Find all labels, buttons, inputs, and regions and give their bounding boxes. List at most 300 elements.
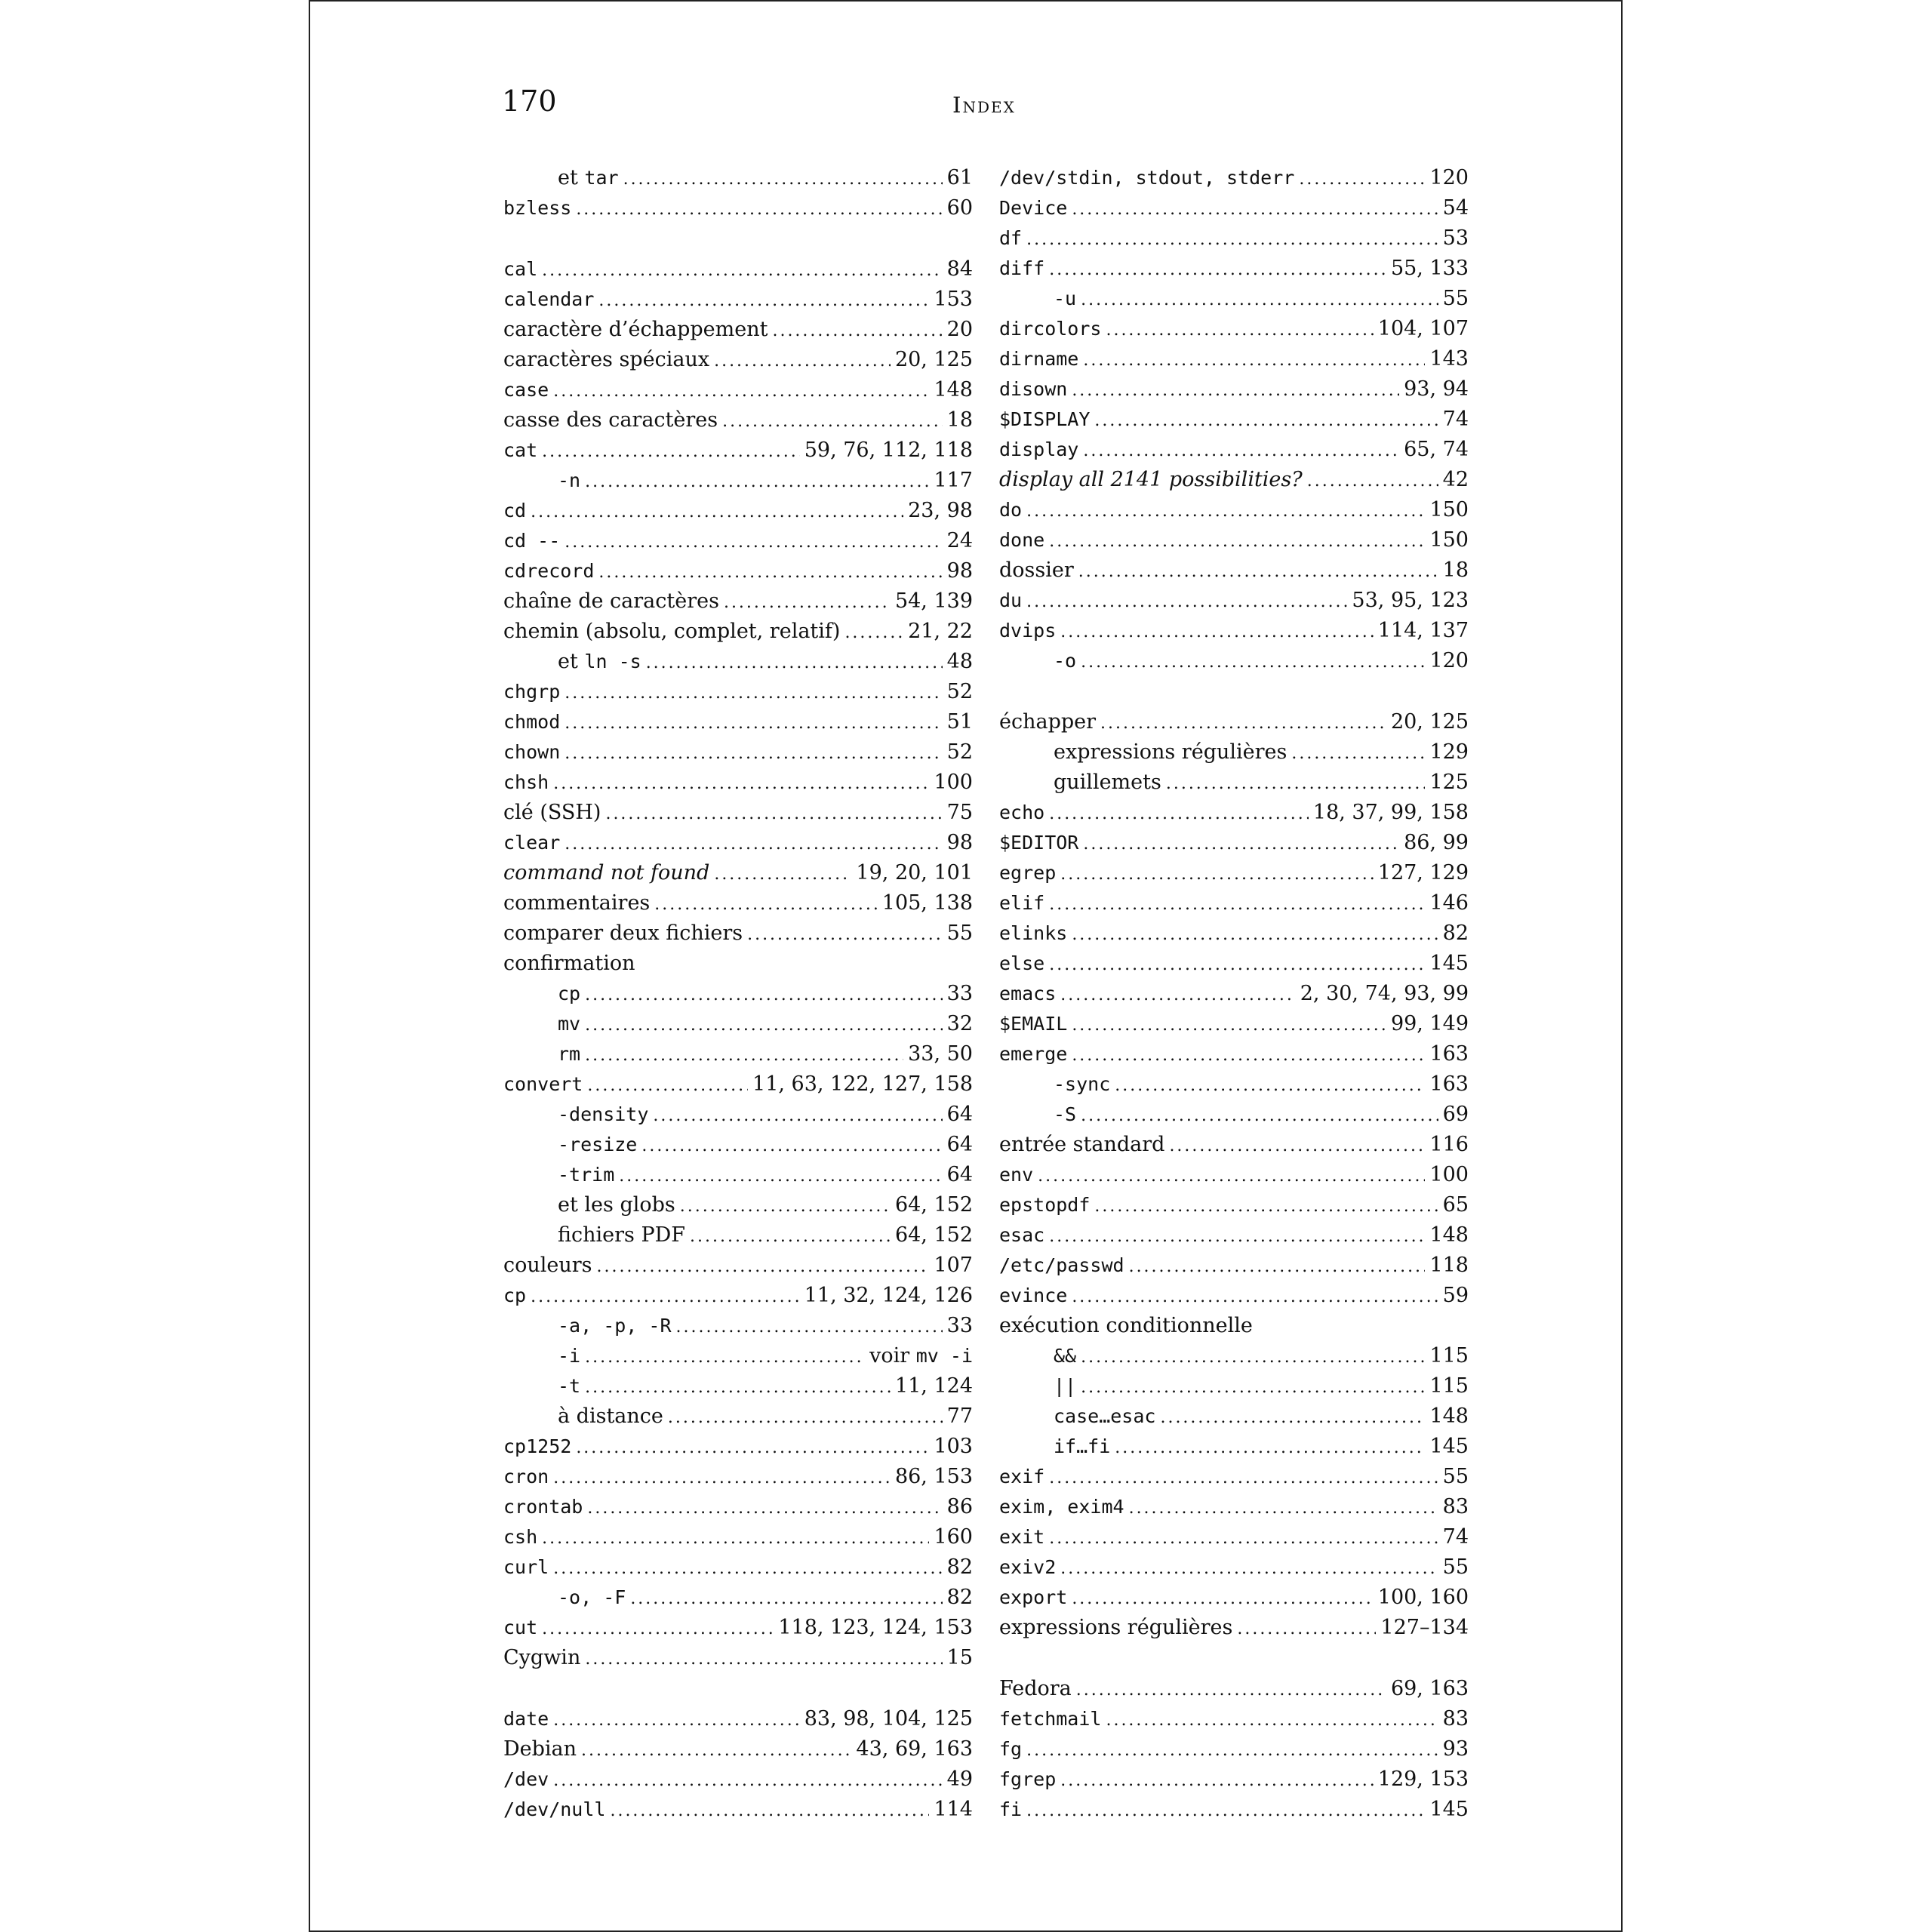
- index-entry: [999, 314, 1469, 344]
- dot-leader: [1072, 1041, 1425, 1071]
- term-text: caractère d’échappement: [503, 318, 768, 341]
- term-code: -S: [1054, 1103, 1077, 1125]
- page-refs: 100: [934, 771, 973, 794]
- index-term: [503, 285, 594, 315]
- dot-leader: [542, 1524, 929, 1554]
- term-code: -o: [1054, 650, 1077, 672]
- page-refs: 117: [934, 469, 973, 492]
- index-entry: [999, 344, 1469, 374]
- index-term: [503, 1462, 549, 1492]
- index-term: [558, 1009, 580, 1039]
- index-entry: [999, 1311, 1469, 1341]
- index-entry: [999, 435, 1469, 465]
- dot-leader: [724, 588, 891, 618]
- index-term: [503, 1613, 537, 1643]
- page-refs: 33: [946, 1314, 973, 1337]
- dot-leader: [1129, 1252, 1426, 1282]
- page-refs: 55: [1442, 1555, 1469, 1579]
- term-text: Fedora: [999, 1677, 1072, 1700]
- index-entry: [999, 555, 1469, 586]
- dot-leader: [1081, 1343, 1425, 1373]
- term-code: -resize: [558, 1134, 638, 1155]
- index-entry: [999, 616, 1469, 646]
- index-entry: [999, 798, 1469, 828]
- index-entry: [503, 496, 973, 526]
- index-term: [999, 525, 1044, 555]
- dot-leader: [1115, 1071, 1425, 1101]
- page-refs: 55: [946, 921, 973, 945]
- term-code: cron: [503, 1466, 549, 1487]
- page-refs: 86, 153: [894, 1465, 973, 1488]
- index-term: [999, 435, 1078, 465]
- dot-leader: [553, 1766, 942, 1796]
- index-term: [558, 466, 580, 496]
- index-term: [999, 193, 1067, 223]
- page-refs: 107: [934, 1254, 973, 1277]
- term-code: evince: [999, 1284, 1068, 1306]
- index-subentry: [503, 1190, 973, 1220]
- index-column-left: [503, 163, 973, 1825]
- dot-leader: [772, 316, 942, 346]
- term-code: -o, -F: [558, 1586, 626, 1608]
- term-text: exécution conditionnelle: [999, 1314, 1253, 1337]
- dot-leader: [654, 890, 877, 920]
- index-term: [558, 1039, 580, 1069]
- term-text: comparer deux fichiers: [503, 921, 743, 945]
- page-refs: 82: [1442, 921, 1469, 945]
- index-term: [503, 677, 560, 707]
- index-term: [558, 979, 580, 1009]
- page-refs: 99, 149: [1390, 1012, 1469, 1035]
- term-code: diff: [999, 257, 1045, 279]
- index-term: [999, 1674, 1072, 1704]
- index-term: [999, 1613, 1232, 1643]
- index-entry: [999, 405, 1469, 435]
- term-code: exif: [999, 1466, 1045, 1487]
- index-subentry: [503, 1130, 973, 1160]
- page-refs: 33: [946, 982, 973, 1005]
- term-code: display: [999, 438, 1079, 460]
- dot-leader: [1072, 1011, 1386, 1041]
- index-entry: [503, 1734, 973, 1764]
- dot-leader: [565, 709, 942, 739]
- index-term: [503, 798, 601, 828]
- term-code: egrep: [999, 862, 1057, 884]
- dot-leader: [1100, 709, 1386, 739]
- term-text: clé (SSH): [503, 801, 601, 824]
- index-term: [503, 1492, 583, 1522]
- term-code: date: [503, 1708, 549, 1730]
- index-entry: [999, 1281, 1469, 1311]
- index-term: [503, 435, 537, 466]
- index-entry: [503, 1492, 973, 1522]
- page-refs: 83, 98, 104, 125: [804, 1707, 973, 1730]
- index-entry: [503, 888, 973, 918]
- dot-leader: [1083, 436, 1399, 466]
- page-refs: 55, 133: [1390, 257, 1469, 280]
- index-subentry: [999, 1371, 1469, 1401]
- term-code: ||: [1054, 1375, 1077, 1397]
- index-entry: [999, 1492, 1469, 1522]
- page-refs: 104, 107: [1377, 317, 1469, 340]
- term-code: $DISPLAY: [999, 408, 1091, 430]
- term-code: do: [999, 499, 1023, 521]
- page-refs: 24: [946, 529, 973, 552]
- term-code: dvips: [999, 620, 1057, 641]
- index-spacer: [999, 1643, 1469, 1674]
- index-entry: [999, 1613, 1469, 1643]
- page-refs: 163: [1429, 1042, 1469, 1066]
- index-entry: [999, 223, 1469, 254]
- index-entry: [999, 193, 1469, 223]
- term-code: export: [999, 1586, 1068, 1608]
- index-entry: [999, 1251, 1469, 1281]
- dot-leader: [1072, 920, 1438, 950]
- term-code: cd --: [503, 530, 561, 552]
- index-entry: [503, 1281, 973, 1311]
- term-code: &&: [1054, 1345, 1077, 1367]
- page-refs: 114: [934, 1798, 973, 1821]
- dot-leader: [1106, 1706, 1438, 1736]
- page-refs: 145: [1429, 1435, 1469, 1458]
- index-subentry: [999, 768, 1469, 798]
- term-code: -a, -p, -R: [558, 1315, 672, 1337]
- page-refs: 2, 30, 74, 93, 99: [1300, 982, 1469, 1005]
- term-text: dossier: [999, 558, 1074, 582]
- index-term: [999, 1130, 1164, 1160]
- index-entry: [503, 828, 973, 858]
- dot-leader: [1049, 255, 1386, 285]
- index-entry: [999, 1462, 1469, 1492]
- page-refs: 64, 152: [894, 1193, 973, 1217]
- index-entry: [999, 1160, 1469, 1190]
- index-term: [999, 1704, 1101, 1734]
- index-entry: [503, 193, 973, 223]
- page-refs: 150: [1429, 528, 1469, 552]
- term-text: couleurs: [503, 1254, 592, 1277]
- page-refs: 55: [1442, 1465, 1469, 1488]
- page-refs: 61: [946, 166, 973, 189]
- page-refs: 74: [1442, 1525, 1469, 1549]
- page-refs: 160: [934, 1525, 973, 1549]
- index-term: [999, 1009, 1067, 1039]
- dot-leader: [1081, 1101, 1438, 1131]
- index-term: [999, 1552, 1056, 1583]
- index-term: [1054, 768, 1161, 798]
- dot-leader: [1049, 527, 1425, 557]
- index-term: [503, 1251, 592, 1281]
- page-refs: 19, 20, 101: [856, 861, 973, 884]
- index-term: [999, 495, 1022, 525]
- dot-leader: [585, 1644, 942, 1675]
- term-code: -u: [1054, 288, 1077, 309]
- dot-leader: [844, 618, 903, 648]
- index-entry: [999, 495, 1469, 525]
- index-term: [999, 798, 1044, 828]
- page-refs: 146: [1429, 891, 1469, 915]
- dot-leader: [1026, 225, 1438, 255]
- index-entry: [503, 1251, 973, 1281]
- term-text: Debian: [503, 1737, 577, 1761]
- term-code: case: [503, 379, 549, 401]
- index-entry: [503, 1764, 973, 1795]
- index-term: [503, 1734, 577, 1764]
- term-code: /dev/stdin, stdout, stderr: [999, 167, 1295, 189]
- index-entry: [503, 405, 973, 435]
- index-spacer: [503, 1673, 973, 1704]
- index-entry: [999, 828, 1469, 858]
- see-also-code: mv -i: [915, 1345, 973, 1367]
- term-text: caractères spéciaux: [503, 348, 710, 371]
- page-refs: 148: [1429, 1223, 1469, 1247]
- dot-leader: [1083, 346, 1425, 376]
- page-refs: 77: [946, 1404, 973, 1428]
- index-entry: [503, 1432, 973, 1462]
- dot-leader: [623, 165, 943, 195]
- term-code: mv: [558, 1013, 581, 1035]
- index-term: [1054, 1371, 1076, 1401]
- term-code: cp: [503, 1284, 527, 1306]
- term-code: if…fi: [1054, 1435, 1111, 1457]
- term-code: csh: [503, 1526, 538, 1548]
- page-refs: 11, 63, 122, 127, 158: [752, 1072, 973, 1096]
- dot-leader: [553, 1706, 800, 1736]
- page-refs: 93: [1442, 1737, 1469, 1761]
- dot-leader: [542, 256, 942, 286]
- dot-leader: [1060, 860, 1374, 890]
- index-term: [503, 768, 549, 798]
- dot-leader: [1026, 587, 1347, 617]
- index-term: [1054, 1432, 1110, 1462]
- index-term: [999, 888, 1044, 918]
- index-term: [503, 1281, 526, 1311]
- term-italic: display all 2141 possibilities?: [999, 468, 1303, 491]
- page-refs: 11, 32, 124, 126: [804, 1284, 973, 1307]
- index-term: [503, 858, 709, 888]
- page-refs: 103: [934, 1435, 973, 1458]
- page-refs: 163: [1429, 1072, 1469, 1096]
- page-refs: 55: [1442, 287, 1469, 310]
- page-refs: 52: [946, 740, 973, 764]
- dot-leader: [1060, 1766, 1374, 1796]
- index-entry: [503, 556, 973, 586]
- page-refs: 18, 37, 99, 158: [1312, 801, 1469, 824]
- page-refs: 115: [1429, 1344, 1469, 1367]
- dot-leader: [585, 1373, 891, 1403]
- page-refs: 75: [946, 801, 973, 824]
- term-code: curl: [503, 1556, 549, 1578]
- page-refs: 148: [934, 378, 973, 401]
- index-term: [558, 1401, 663, 1432]
- index-subentry: [999, 737, 1469, 768]
- index-entry: [503, 677, 973, 707]
- page-refs: 98: [946, 831, 973, 854]
- page-refs: 100: [1429, 1163, 1469, 1186]
- page-refs: 114, 137: [1377, 619, 1469, 642]
- term-code: chmod: [503, 711, 561, 733]
- index-subentry: [503, 163, 973, 193]
- dot-leader: [598, 558, 942, 588]
- index-subentry: [999, 1069, 1469, 1100]
- page-refs: 148: [1429, 1404, 1469, 1428]
- term-text: fichiers PDF: [558, 1223, 686, 1247]
- index-entry: [503, 1552, 973, 1583]
- page-refs: 60: [946, 196, 973, 220]
- term-italic: command not found: [503, 861, 710, 884]
- term-code: tar: [584, 167, 619, 189]
- dot-leader: [653, 1101, 942, 1131]
- term-text: guillemets: [1054, 771, 1161, 794]
- term-code: chown: [503, 741, 561, 763]
- page-refs: 52: [946, 680, 973, 703]
- term-code: bzless: [503, 197, 572, 219]
- dot-leader: [598, 286, 929, 316]
- term-text: et: [558, 166, 585, 189]
- index-term: [999, 1583, 1067, 1613]
- page-refs: 59: [1442, 1284, 1469, 1307]
- term-text: Cygwin: [503, 1646, 581, 1669]
- page-refs: 20: [946, 318, 973, 341]
- page-refs: 120: [1429, 649, 1469, 672]
- index-subentry: [503, 979, 973, 1009]
- index-term: [999, 1522, 1044, 1552]
- index-entry: [503, 1522, 973, 1552]
- dot-leader: [531, 1282, 800, 1312]
- dot-leader: [542, 1614, 774, 1644]
- dot-leader: [1049, 890, 1425, 920]
- index-term: [503, 1552, 549, 1583]
- page-refs: 118: [1429, 1254, 1469, 1277]
- term-code: $EDITOR: [999, 832, 1079, 854]
- index-entry: [999, 1552, 1469, 1583]
- term-code: case…esac: [1054, 1405, 1156, 1427]
- index-term: [999, 858, 1056, 888]
- term-code: fg: [999, 1738, 1023, 1760]
- index-term: [503, 254, 537, 285]
- index-term: [999, 223, 1022, 254]
- page-refs: 64, 152: [894, 1223, 973, 1247]
- dot-leader: [587, 1494, 942, 1524]
- dot-leader: [714, 860, 851, 890]
- dot-leader: [1115, 1433, 1425, 1463]
- page-refs: 84: [946, 257, 973, 281]
- dot-leader: [605, 799, 942, 829]
- dot-leader: [1026, 1796, 1425, 1826]
- page-refs: 93, 94: [1404, 377, 1469, 401]
- page-refs: 59, 76, 112, 118: [804, 438, 973, 462]
- term-code: /etc/passwd: [999, 1254, 1124, 1276]
- page-refs: 51: [946, 710, 973, 734]
- term-code: dircolors: [999, 318, 1102, 340]
- page-refs: 125: [1429, 771, 1469, 794]
- index-entry: [503, 617, 973, 647]
- index-entry: [503, 858, 973, 888]
- index-term: [558, 647, 641, 677]
- term-code: chgrp: [503, 681, 561, 703]
- index-entry: [503, 375, 973, 405]
- term-text: expressions régulières: [1054, 740, 1287, 764]
- term-code: ln -s: [584, 651, 641, 672]
- page-refs: 53, 95, 123: [1352, 589, 1469, 612]
- index-term: [1054, 646, 1076, 676]
- index-entry: [999, 1734, 1469, 1764]
- term-code: cd: [503, 500, 527, 521]
- index-entry: [999, 586, 1469, 616]
- index-term: [503, 1704, 549, 1734]
- index-term: [999, 1160, 1033, 1190]
- page-refs: [869, 1341, 973, 1371]
- index-term: [558, 1371, 580, 1401]
- dot-leader: [1299, 165, 1425, 195]
- term-code: dirname: [999, 348, 1079, 370]
- page-refs: 48: [946, 650, 973, 673]
- index-term: [503, 617, 840, 647]
- dot-leader: [1237, 1614, 1376, 1644]
- index-term: [503, 193, 571, 223]
- dot-leader: [576, 1433, 929, 1463]
- dot-leader: [1166, 769, 1426, 799]
- page-refs: 145: [1429, 952, 1469, 975]
- term-text: casse des caractères: [503, 408, 718, 432]
- index-term: [999, 1764, 1056, 1795]
- page-refs: 15: [946, 1646, 973, 1669]
- term-text: et: [558, 650, 585, 673]
- term-code: -sync: [1054, 1073, 1111, 1095]
- dot-leader: [585, 1343, 865, 1373]
- page-refs: 69, 163: [1390, 1677, 1469, 1700]
- index-term: [999, 1311, 1253, 1341]
- index-term: [999, 918, 1067, 949]
- term-text: commentaires: [503, 891, 651, 915]
- page-refs: 43, 69, 163: [856, 1737, 973, 1761]
- page-refs: 65, 74: [1404, 438, 1469, 461]
- dot-leader: [676, 1312, 943, 1343]
- page-refs: 127, 129: [1377, 861, 1469, 884]
- term-code: -i: [558, 1345, 581, 1367]
- page-refs: 115: [1429, 1374, 1469, 1398]
- page-refs: 49: [946, 1767, 973, 1791]
- index-subentry: [999, 1432, 1469, 1462]
- term-code: exim, exim4: [999, 1496, 1124, 1518]
- index-term: [999, 1734, 1022, 1764]
- index-term: [999, 1795, 1022, 1825]
- dot-leader: [1129, 1494, 1438, 1524]
- page-refs: 86, 99: [1404, 831, 1469, 854]
- dot-leader: [565, 829, 942, 860]
- dot-leader: [542, 437, 800, 467]
- term-code: cdrecord: [503, 560, 595, 582]
- dot-leader: [585, 980, 943, 1011]
- page-refs: 20, 125: [894, 348, 973, 371]
- dot-leader: [1072, 376, 1399, 406]
- dot-leader: [585, 1011, 943, 1041]
- index-entry: [999, 1764, 1469, 1795]
- page-refs: 120: [1429, 166, 1469, 189]
- index-entry: [503, 285, 973, 315]
- term-code: clear: [503, 832, 561, 854]
- term-code: else: [999, 952, 1045, 974]
- dot-leader: [585, 467, 929, 497]
- page-refs: 23, 98: [908, 499, 973, 522]
- index-entry: [999, 1583, 1469, 1613]
- dot-leader: [1307, 466, 1438, 497]
- term-text: confirmation: [503, 952, 635, 975]
- term-code: esac: [999, 1224, 1045, 1246]
- page-refs: 100, 160: [1377, 1586, 1469, 1609]
- index-term: [999, 1462, 1044, 1492]
- index-spacer: [503, 223, 973, 254]
- index-term: [1054, 1069, 1110, 1100]
